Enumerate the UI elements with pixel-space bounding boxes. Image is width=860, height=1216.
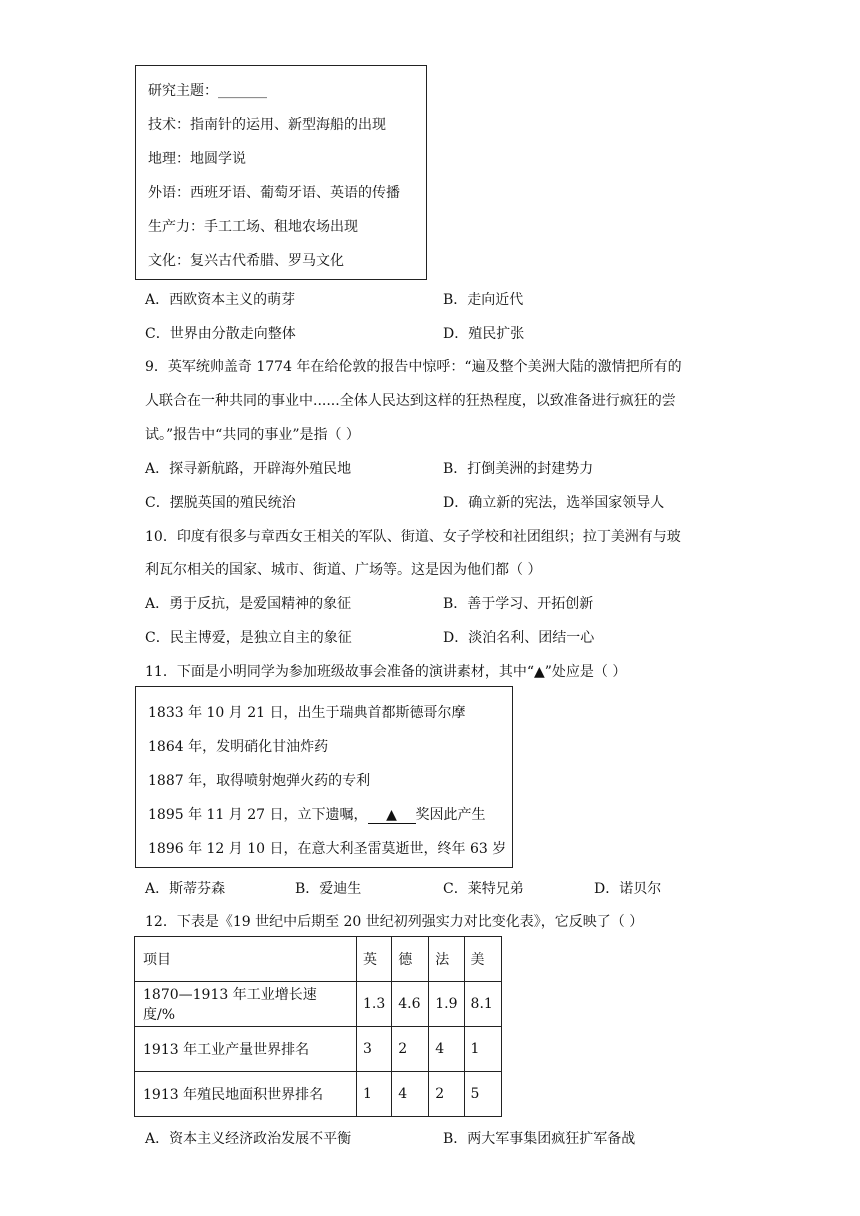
triangle-icon: ▲ — [386, 807, 397, 823]
q12-stem: 12．下表是《19 世纪中后期至 20 世纪初列强实力对比变化表》，它反映了（ ） — [145, 914, 644, 930]
q12-option-a: A．资本主义经济政治发展不平衡 — [145, 1131, 352, 1147]
q11-option-d: D．诺贝尔 — [594, 881, 662, 897]
timeline-line — [148, 804, 486, 824]
table-row — [135, 982, 502, 1027]
table-cell: 4 — [392, 1072, 429, 1117]
table-cell: 1870—1913 年工业增长速度/% — [135, 982, 357, 1027]
timeline-line: 1887 年，取得喷射炮弹火药的专利 — [148, 773, 371, 789]
q9-option-b: B．打倒美洲的封建势力 — [443, 461, 594, 477]
q10-option-b: B．善于学习、开拓创新 — [443, 596, 594, 612]
timeline-line: 1896 年 12 月 10 日，在意大利圣雷莫逝世，终年 63 岁 — [148, 841, 507, 857]
q9-stem-line: 人联合在一种共同的事业中......全体人民达到这样的狂热程度，以致准备进行疯狂的尝 — [145, 393, 676, 409]
box-line: 研究主题：_______ — [148, 83, 267, 99]
table-row — [135, 1027, 502, 1072]
q8-option-d: D．殖民扩张 — [443, 326, 525, 342]
table-cell: 1.3 — [357, 982, 392, 1027]
table-cell: 4 — [429, 1027, 464, 1072]
table-row — [135, 1072, 502, 1117]
table-cell: 2 — [429, 1072, 464, 1117]
blank-suffix: 奖因此产生 — [415, 807, 486, 823]
timeline-line: 1864 年，发明硝化甘油炸药 — [148, 739, 329, 755]
table-cell: 4.6 — [392, 982, 429, 1027]
research-topic-box — [135, 65, 427, 280]
table-cell: 1913 年殖民地面积世界排名 — [135, 1072, 357, 1117]
q9-option-d: D．确立新的宪法，选举国家领导人 — [443, 495, 665, 511]
q9-stem-line: 9．英军统帅盖奇 1774 年在给伦敦的报告中惊呼：“遍及整个美洲大陆的激情把所有的 — [145, 359, 682, 375]
table-cell: 5 — [464, 1072, 501, 1117]
q8-option-c: C．世界由分散走向整体 — [145, 326, 296, 342]
table-header-cell: 美 — [464, 937, 501, 982]
q8-option-b: B．走向近代 — [443, 292, 524, 308]
q11-option-a: A．斯蒂芬森 — [145, 881, 226, 897]
timeline-text: 1895 年 11 月 27 日，立下遗嘱， — [148, 807, 368, 823]
box-line: 生产力：手工工场、租地农场出现 — [148, 219, 358, 235]
box-line: 地理：地圆学说 — [148, 151, 246, 167]
nobel-timeline-box — [135, 686, 513, 868]
q10-option-c: C．民主博爱，是独立自主的象征 — [145, 630, 352, 646]
box-line: 文化：复兴古代希腊、罗马文化 — [148, 253, 344, 269]
q11-stem: 11．下面是小明同学为参加班级故事会准备的演讲素材，其中“▲”处应是（ ） — [145, 664, 627, 680]
q9-option-c: C．摆脱英国的殖民统治 — [145, 495, 296, 511]
q9-stem-line: 试。”报告中“共同的事业”是指（ ） — [145, 427, 360, 443]
powers-comparison-table — [134, 936, 502, 1117]
q10-option-a: A．勇于反抗，是爱国精神的象征 — [145, 596, 352, 612]
q8-option-a: A．西欧资本主义的萌芽 — [145, 292, 296, 308]
table-cell: 2 — [392, 1027, 429, 1072]
blank-underline — [368, 807, 416, 824]
table-cell: 3 — [357, 1027, 392, 1072]
q9-option-a: A．探寻新航路，开辟海外殖民地 — [145, 461, 352, 477]
q11-option-b: B．爱迪生 — [295, 881, 362, 897]
table-header-cell: 德 — [392, 937, 429, 982]
q10-stem-line: 利瓦尔相关的国家、城市、街道、广场等。这是因为他们都（ ） — [145, 562, 542, 578]
box-line: 外语：西班牙语、葡萄牙语、英语的传播 — [148, 185, 400, 201]
table-cell: 1.9 — [429, 982, 464, 1027]
q10-stem-line: 10．印度有很多与章西女王相关的军队、街道、女子学校和社团组织；拉丁美洲有与玻 — [145, 529, 681, 545]
q11-option-c: C．莱特兄弟 — [443, 881, 524, 897]
table-cell: 1 — [357, 1072, 392, 1117]
table-header-cell: 法 — [429, 937, 464, 982]
table-cell: 1 — [464, 1027, 501, 1072]
table-cell: 8.1 — [464, 982, 501, 1027]
box-line: 技术：指南针的运用、新型海船的出现 — [148, 117, 386, 133]
table-header-cell: 英 — [357, 937, 392, 982]
q12-option-b: B．两大军事集团疯狂扩军备战 — [443, 1131, 636, 1147]
table-cell: 1913 年工业产量世界排名 — [135, 1027, 357, 1072]
timeline-line: 1833 年 10 月 21 日，出生于瑞典首都斯德哥尔摩 — [148, 705, 466, 721]
table-header-row — [135, 937, 502, 982]
q10-option-d: D．淡泊名利、团结一心 — [443, 630, 595, 646]
table-header-cell: 项目 — [135, 937, 357, 982]
